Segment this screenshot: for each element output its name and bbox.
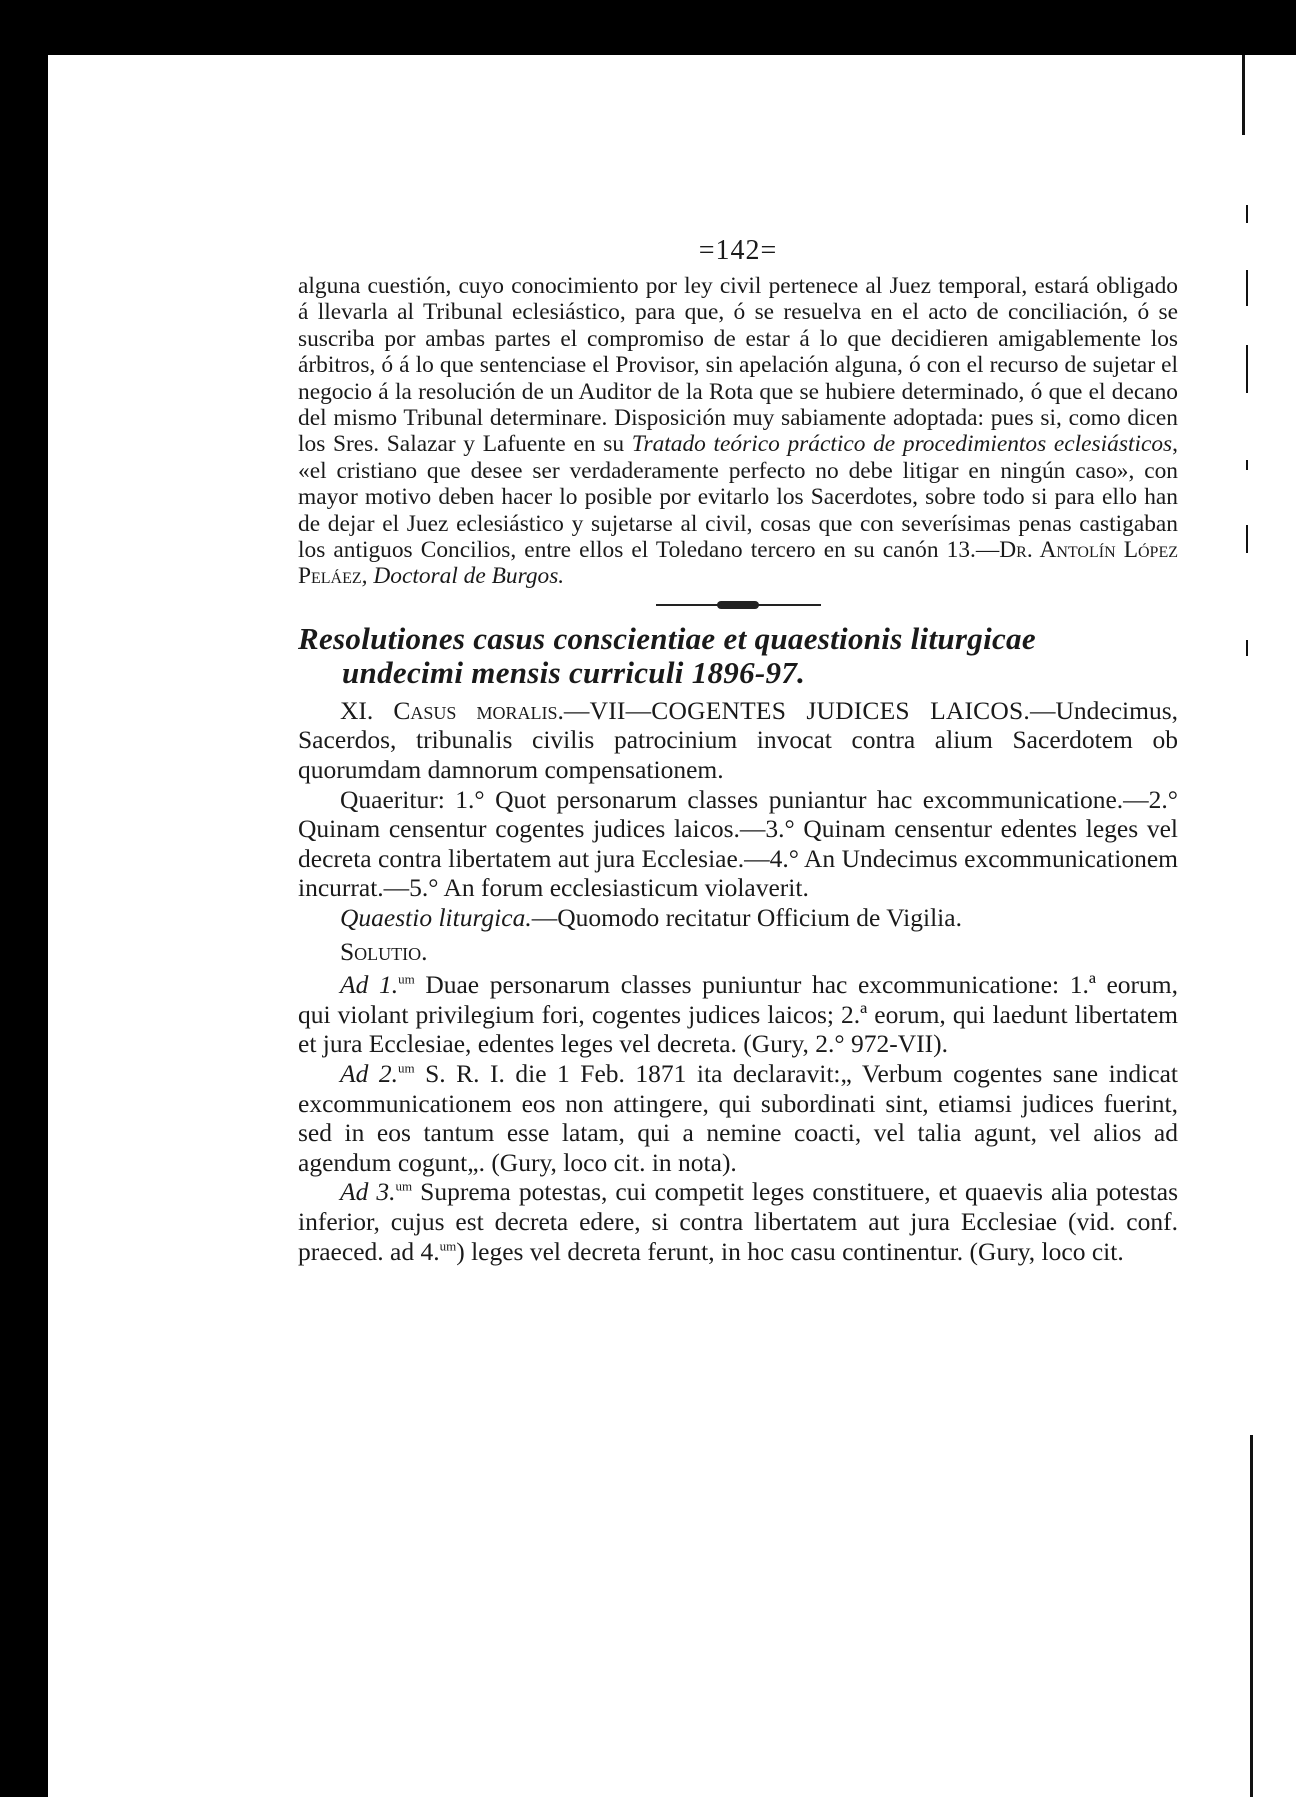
author-name: Dr. Antolín López Peláez — [298, 537, 1178, 590]
edge-mark-3 — [1246, 345, 1248, 393]
answer-1 — [298, 970, 1178, 1059]
answer-2 — [298, 1059, 1178, 1177]
page-content — [298, 235, 1178, 1266]
quaeritur-text: 1.° Quot personarum classes puniantur hac excommunicatione.—2.° Quinam censentur cogentes judices laicos.—3.° Quinam censentur edentes leges vel decreta contra libertatem aut jura Ecclesiae.—4.° An Undecimus excommunicationem incurrat.—5.° An forum ecclesiasticum violaverit. — [298, 784, 1178, 903]
edge-mark-1 — [1246, 205, 1248, 223]
edge-mark-2 — [1246, 270, 1248, 306]
section-title — [298, 622, 1178, 690]
answer-3-inner-sup: um — [439, 1238, 457, 1254]
answer-3-prefix: Ad 3. — [340, 1177, 396, 1207]
adjacent-page-edge — [1228, 55, 1296, 1797]
casus-label: XI. Casus moralis. — [340, 695, 564, 725]
book-title: Tratado teórico práctico de procedimientos eclesiásticos — [631, 431, 1173, 458]
scanned-page — [48, 55, 1228, 1797]
section-title-line1: Resolutiones casus conscientiae et quaestionis liturgicae — [298, 620, 1036, 656]
edge-mark-bottom — [1250, 1435, 1253, 1797]
edge-mark-top — [1242, 55, 1245, 135]
casus-text: —Undecimus, Sacerdos, tribunalis civilis patrocinium invocat contra alium Sacerdotem ob quorumdam damnorum compensationem. — [298, 695, 1178, 785]
answer-3-sup: um — [395, 1178, 413, 1194]
casus-paragraph — [298, 696, 1178, 785]
section-title-line2: undecimi mensis curriculi 1896-97. — [342, 654, 806, 690]
quaestio-liturgica-paragraph — [298, 903, 1178, 933]
quaeritur-paragraph — [298, 785, 1178, 903]
edge-mark-5 — [1246, 525, 1248, 553]
answer-2-sup: um — [397, 1060, 415, 1076]
answer-3 — [298, 1177, 1178, 1266]
edge-mark-6 — [1246, 640, 1248, 656]
casus-heading: —VII—COGENTES JUDICES LAICOS. — [563, 695, 1030, 725]
answer-1-text: Duae personarum classes puniuntur hac excommunicatione: 1.ª eorum, qui violant privilegium fori, cogentes judices laicos; 2.ª eorum, qui laedunt libertatem et jura Ecclesiae, edentes leges vel decreta. (Gury, 2.° 972-VII). — [298, 970, 1178, 1059]
answer-1-sup: um — [398, 971, 415, 987]
quaestio-liturgica-label: Quaestio liturgica. — [340, 903, 532, 933]
section-divider — [656, 604, 821, 606]
continuation-text: alguna cuestión, cuyo conocimiento por ley civil pertenece al Juez temporal, estará obligado á llevarla al Tribunal eclesiástico, para que, ó se resuelva en el acto de conciliación, ó se suscriba por ambas partes el compromiso de estar á lo que decidieren amigablemente los árbitros, ó á lo que sentenciase el Provisor, sin apelación alguna, ó con el recurso de sujetar el negocio á la resolución de un Auditor de la Rota que se hubiere determinado, ó que el decano del mismo Tribunal determinare. Disposición muy sabiamente adoptada: pues si, como dicen los Sres. Salazar y Lafuente en su — [298, 273, 1178, 458]
quaestio-liturgica-text: —Quomodo recitatur Officium de Vigilia. — [531, 903, 962, 933]
answer-3-text: Suprema potestas, cui competit leges constituere, et quaevis alia potestas inferior, cujus est decreta edere, si contra libertatem aut jura Ecclesiae (vid. conf. praeced. ad 4. — [298, 1177, 1179, 1266]
edge-mark-4 — [1246, 460, 1248, 470]
continuation-paragraph — [298, 273, 1178, 590]
answer-2-text: S. R. I. die 1 Feb. 1871 ita declaravit:„ Verbum cogentes sane indicat excommunicationem eos non attingere, qui subordinati sint, etiamsi judices fuerint, sed in eos tantum esse latam, qui a nemine coacti, vel talia agunt, vel alios ad agendum cogunt„. (Gury, loco cit. in nota). — [298, 1059, 1178, 1177]
answer-1-prefix: Ad 1. — [340, 970, 399, 1000]
solutio-heading: Solutio. — [340, 936, 428, 966]
quaeritur-label: Quaeritur: — [340, 784, 445, 814]
answer-2-prefix: Ad 2. — [340, 1059, 398, 1088]
answer-3-text-after: ) leges vel decreta ferunt, in hoc casu continentur. (Gury, loco cit. — [456, 1236, 1124, 1266]
continuation-tail: , «el cristiano que desee ser verdaderamente perfecto no debe litigar en ningún caso», con mayor motivo deben hacer lo posible por evitarlo los Sacerdotes, sobre todo si para ello han de dejar el Juez eclesiástico y sujetarse al civil, cosas que con severísimas penas castigaban los antiguos Concilios, entre ellos el Toledano tercero en su canón 13.— — [298, 431, 1178, 564]
page-number: =142= — [698, 235, 778, 266]
author-role: , Doctoral de Burgos. — [361, 563, 565, 590]
